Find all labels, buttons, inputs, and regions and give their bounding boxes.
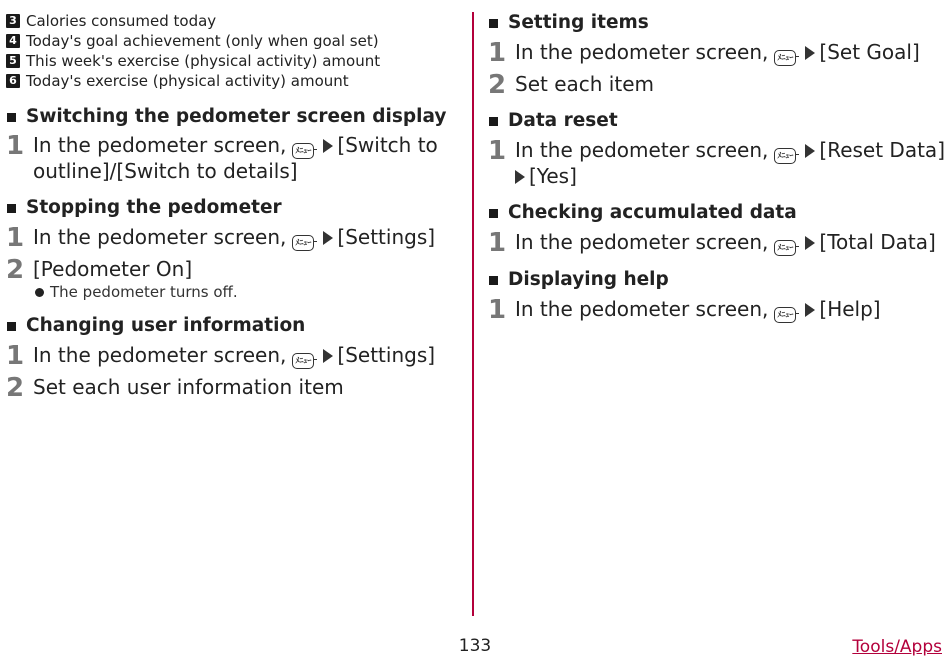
step-stopping-1: 1 In the pedometer screen, ﾒﾆｭｰ [Settings]	[6, 223, 436, 253]
section-link-tools-apps[interactable]: Tools/Apps	[852, 637, 942, 657]
step-number: 2	[6, 373, 25, 403]
square-bullet-icon	[489, 117, 498, 126]
menu-key-icon: ﾒﾆｭｰ	[292, 353, 314, 369]
menu-key-icon: ﾒﾆｭｰ	[292, 143, 314, 159]
step-changing-1: 1 In the pedometer screen, ﾒﾆｭｰ [Settings]	[6, 341, 436, 371]
legend-item-4	[6, 31, 458, 51]
step-number: 1	[488, 228, 507, 258]
legend-text: Calories consumed today	[26, 12, 217, 30]
step-accumulated-1: 1 In the pedometer screen, ﾒﾆｭｰ [Total Data]	[488, 228, 936, 258]
legend-text: This week's exercise (physical activity) amount	[26, 52, 381, 70]
note-pedometer-off: The pedometer turns off.	[6, 282, 458, 302]
column-divider	[472, 12, 474, 616]
step-number: 1	[488, 136, 507, 166]
legend-item-3	[6, 11, 458, 31]
menu-key-icon: ﾒﾆｭｰ	[774, 148, 796, 164]
square-bullet-icon	[7, 322, 16, 331]
square-bullet-icon	[489, 276, 498, 285]
step-number: 1	[6, 131, 25, 161]
arrow-right-icon	[323, 139, 333, 153]
square-bullet-icon	[7, 113, 16, 122]
step-number: 1	[6, 341, 25, 371]
menu-key-icon: ﾒﾆｭｰ	[774, 50, 796, 66]
step-reset-1: 1 In the pedometer screen, ﾒﾆｭｰ [Reset Data] [Yes]	[488, 136, 945, 188]
arrow-right-icon	[323, 349, 333, 363]
section-heading-changing: Changing user information	[6, 314, 458, 338]
section-heading-help: Displaying help	[488, 268, 948, 292]
number-4-icon: 4	[6, 34, 20, 48]
number-3-icon: 3	[6, 14, 20, 28]
step-help-1: 1 In the pedometer screen, ﾒﾆｭｰ [Help]	[488, 295, 881, 325]
number-5-icon: 5	[6, 54, 20, 68]
left-column	[6, 0, 458, 403]
step-changing-2: 2 Set each user information item	[6, 373, 344, 403]
step-stopping-2: 2 [Pedometer On]	[6, 255, 193, 285]
square-bullet-icon	[7, 204, 16, 213]
step-switching-1: 1 In the pedometer screen, ﾒﾆｭｰ [Switch to outline]/[Switch to details]	[6, 131, 438, 183]
section-heading-accumulated: Checking accumulated data	[488, 201, 948, 225]
section-heading-switching: Switching the pedometer screen display	[6, 105, 458, 129]
menu-key-icon: ﾒﾆｭｰ	[774, 307, 796, 323]
section-heading-setting: Setting items	[488, 11, 948, 35]
legend-item-6	[6, 71, 458, 91]
step-number: 1	[488, 295, 507, 325]
section-heading-stopping: Stopping the pedometer	[6, 196, 458, 220]
step-setting-2: 2 Set each item	[488, 70, 654, 100]
menu-key-icon: ﾒﾆｭｰ	[292, 235, 314, 251]
number-6-icon: 6	[6, 74, 20, 88]
bullet-dot-icon	[35, 288, 44, 297]
arrow-right-icon	[805, 236, 815, 250]
step-number: 2	[6, 255, 25, 285]
step-setting-1: 1 In the pedometer screen, ﾒﾆｭｰ [Set Goal]	[488, 38, 920, 68]
section-heading-reset: Data reset	[488, 109, 948, 133]
page-number: 133	[458, 636, 492, 656]
arrow-right-icon	[805, 303, 815, 317]
arrow-right-icon	[323, 231, 333, 245]
arrow-right-icon	[805, 46, 815, 60]
right-column	[488, 0, 948, 323]
legend-text: Today's exercise (physical activity) amount	[26, 72, 349, 90]
menu-key-icon: ﾒﾆｭｰ	[774, 240, 796, 256]
legend-text: Today's goal achievement (only when goal set)	[26, 32, 379, 50]
step-number: 1	[488, 38, 507, 68]
step-number: 2	[488, 70, 507, 100]
arrow-right-icon	[515, 170, 525, 184]
arrow-right-icon	[805, 144, 815, 158]
step-number: 1	[6, 223, 25, 253]
square-bullet-icon	[489, 19, 498, 28]
square-bullet-icon	[489, 209, 498, 218]
legend-item-5	[6, 51, 458, 71]
